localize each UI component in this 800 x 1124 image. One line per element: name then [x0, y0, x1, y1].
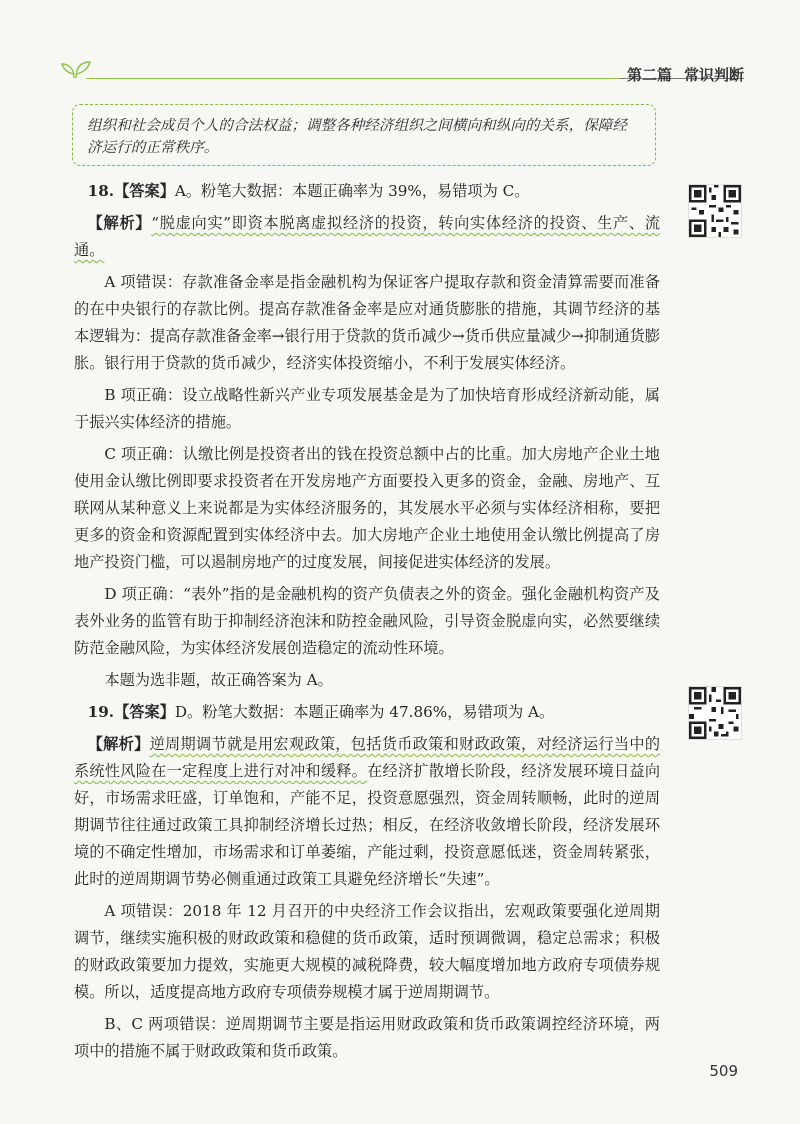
note-box: [72, 104, 656, 166]
page-number: 509: [709, 1062, 738, 1080]
page-header: [60, 58, 744, 94]
q18-option-a: A 项错误：存款准备金率是指金融机构为保证客户提取存款和资金清算需要而准备的在中央银行的存款比例。提高存款准备金率是应对通货膨胀的措施，其调节经济的基本逻辑为：提高存款准备金率→银行用于贷款的货币减少→货币供应量减少→抑制通货膨胀。银行用于贷款的货币减少，经济实体投资缩小，不利于发展实体经济。: [74, 273, 660, 372]
q19-analysis: [74, 731, 660, 893]
answer-tag: 19.【答案】: [87, 703, 175, 721]
part-label: 第二篇: [626, 66, 672, 84]
qr-code-icon[interactable]: [688, 686, 742, 740]
qr-code-icon[interactable]: [688, 184, 742, 238]
answer-text: D。粉笔大数据：本题正确率为 47.86%，易错项为 A。: [174, 703, 555, 721]
running-title: [615, 64, 744, 85]
analysis-underlined: 逆周期调节就是用宏观政策，包括货币政策和财政政策，对经济运行当中的系统性风险在一定程度上进行对冲和缓释。: [74, 735, 661, 780]
analysis-tag: 【解析】: [87, 735, 150, 753]
q18-option-b: B 项正确：设立战略性新兴产业专项发展基金是为了加快培育形成经济新动能，属于振兴实体经济的措施。: [74, 386, 660, 431]
section-label: 常识判断: [683, 66, 744, 84]
q19-option-a: A 项错误：2018 年 12 月召开的中央经济工作会议指出，宏观政策要强化逆周期调节，继续实施积极的财政政策和稳健的货币政策，适时预调微调，稳定总需求；积极的财政政策要加力提效，实施更大规模的减税降费，较大幅度增加地方政府专项债券规模。所以，适度提高地方政府专项债券规模才属于逆周期调节。: [74, 902, 660, 1001]
answer-content: [74, 178, 660, 1070]
answer-text: A。粉笔大数据：本题正确率为 39%，易错项为 C。: [174, 182, 530, 200]
q18-analysis: [74, 210, 660, 264]
analysis-tag: 【解析】: [87, 214, 152, 232]
note-text: 组织和社会成员个人的合法权益；调整各种经济组织之间横向和纵向的关系，保障经济运行的正常秩序。: [87, 117, 627, 156]
q18-conclusion: 本题为选非题，故正确答案为 A。: [104, 671, 333, 689]
answer-tag: 18.【答案】: [87, 182, 175, 200]
analysis-underlined: “脱虚向实”即资本脱离虚拟经济的投资，转向实体经济的投资、生产、流通。: [74, 214, 661, 259]
q19-option-bc: B、C 两项错误：逆周期调节主要是指运用财政政策和货币政策调控经济环境，两项中的措施不属于财政政策和货币政策。: [74, 1015, 660, 1060]
q18-option-c: C 项正确：认缴比例是投资者出的钱在投资总额中占的比重。加大房地产企业土地使用金认缴比例即要求投资者在开发房地产方面要投入更多的资金，金融、房地产、互联网从某种意义上来说都是为实体经济服务的，其发展水平必须与实体经济相称，要把更多的资金和资源配置到实体经济中去。加大房地产企业土地使用金认缴比例提高了房地产投资门槛，可以遏制房地产的过度发展，间接促进实体经济的发展。: [74, 445, 660, 571]
q18-answer: [74, 178, 660, 205]
q19-answer: [74, 699, 660, 726]
header-rule-green: [86, 78, 624, 79]
q18-option-d: D 项正确：“表外”指的是金融机构的资产负债表之外的资金。强化金融机构资产及表外业务的监管有助于抑制经济泡沫和防控金融风险，引导资金脱虚向实，必然要继续防范金融风险，为实体经济发展创造稳定的流动性环境。: [74, 585, 660, 657]
analysis-rest: 在经济扩散增长阶段，经济发展环境日益向好，市场需求旺盛，订单饱和，产能不足，投资意愿强烈，资金周转顺畅，此时的逆周期调节往往通过政策工具抑制经济增长过热；相反，在经济收敛增长阶段，经济发展环境的不确定性增加，市场需求和订单萎缩，产能过剩，投资意愿低迷，资金周转紧张，此时的逆周期调节势必侧重通过政策工具避免经济增长“失速”。: [74, 762, 661, 888]
leaf-icon: [60, 58, 92, 80]
